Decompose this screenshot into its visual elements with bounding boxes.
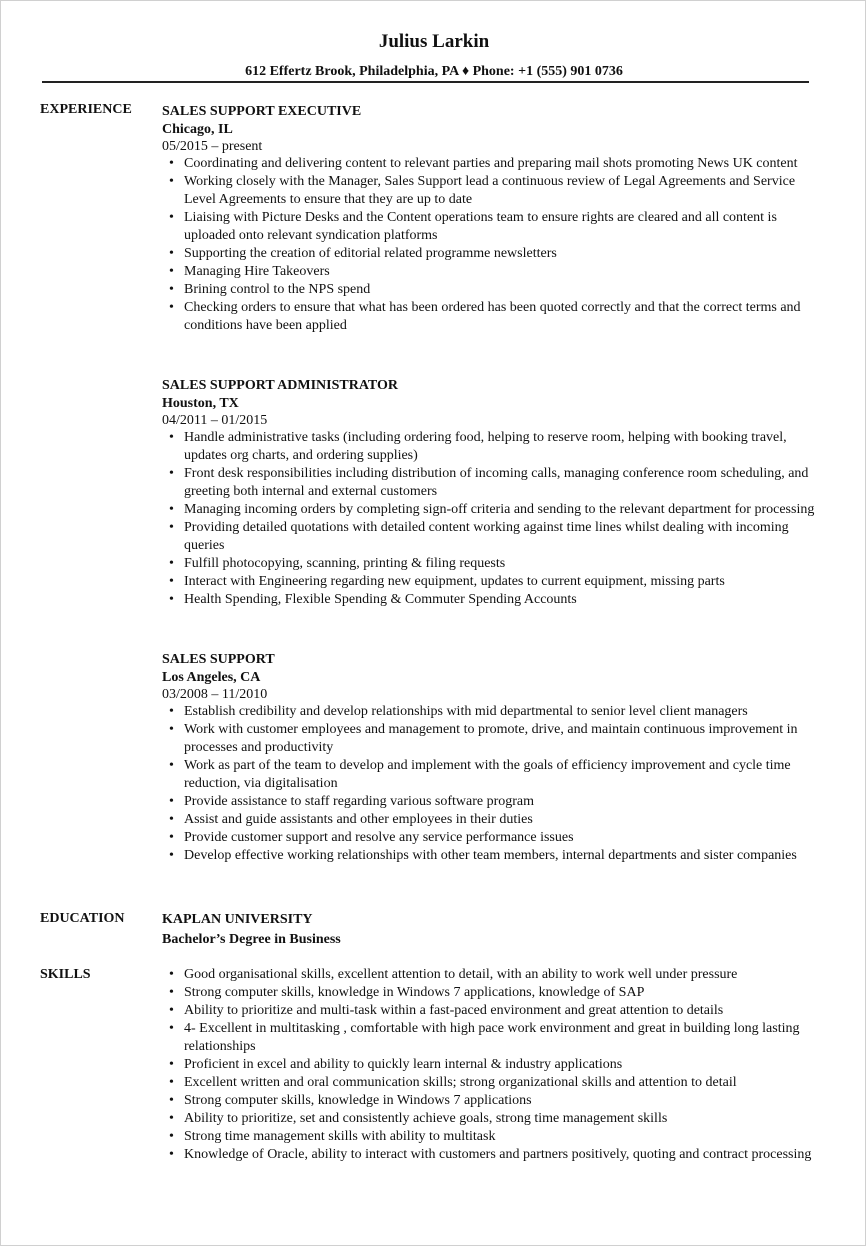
skill-item: • Ability to prioritize and multi-task within a fast-paced environment and great attention to details — [162, 1002, 822, 1020]
bullet-item: • Working closely with the Manager, Sales Support lead a continuous review of Legal Agreements and Service Level Agreements to ensure that they are up to date — [162, 173, 822, 209]
contact-line: 612 Effertz Brook, Philadelphia, PA ♦ Phone: +1 (555) 901 0736 — [245, 64, 623, 79]
job-title: SALES SUPPORT EXECUTIVE — [162, 104, 362, 119]
skill-item: • Excellent written and oral communication skills; strong organizational skills and attention to detail — [162, 1074, 822, 1092]
skill-item: • Ability to prioritize, set and consistently achieve goals, strong time management skills — [162, 1110, 822, 1128]
education-entry — [162, 911, 822, 949]
bullet-item: • Front desk responsibilities including distribution of incoming calls, managing conference room scheduling, and greeting both internal and external customers — [162, 465, 822, 501]
job-location: Los Angeles, CA — [162, 670, 261, 685]
skill-item: • Strong computer skills, knowledge in Windows 7 applications, knowledge of SAP — [162, 984, 822, 1002]
bullet-item: • Managing Hire Takeovers — [162, 263, 822, 281]
job-dates: 03/2008 – 11/2010 — [162, 687, 268, 702]
job-bullets — [162, 429, 822, 609]
job-entry — [162, 651, 822, 865]
skill-item: • 4- Excellent in multitasking , comfortable with high pace work environment and great in building long lasting relationships — [162, 1020, 822, 1056]
skill-item: • Proficient in excel and ability to quickly learn internal & industry applications — [162, 1056, 822, 1074]
job-location: Houston, TX — [162, 396, 239, 411]
bullet-item: • Brining control to the NPS spend — [162, 281, 822, 299]
skill-item: • Knowledge of Oracle, ability to interact with customers and partners positively, quoting and contract processing — [162, 1146, 822, 1164]
bullet-item: • Health Spending, Flexible Spending & Commuter Spending Accounts — [162, 591, 822, 609]
job-title: SALES SUPPORT — [162, 652, 275, 667]
job-entry — [162, 103, 822, 335]
job-bullets — [162, 703, 822, 865]
job-entry — [162, 377, 822, 609]
bullet-item: • Develop effective working relationships with other team members, internal departments and sister companies — [162, 847, 822, 865]
bullet-item: • Interact with Engineering regarding new equipment, updates to current equipment, missing parts — [162, 573, 822, 591]
bullet-item: • Providing detailed quotations with detailed content working against time lines whilst dealing with incoming queries — [162, 519, 822, 555]
experience-heading: EXPERIENCE — [40, 102, 132, 117]
skills-list-container — [162, 966, 822, 1164]
job-title: SALES SUPPORT ADMINISTRATOR — [162, 378, 399, 393]
job-dates: 05/2015 – present — [162, 139, 263, 154]
bullet-item: • Supporting the creation of editorial related programme newsletters — [162, 245, 822, 263]
skill-item: • Good organisational skills, excellent attention to detail, with an ability to work well under pressure — [162, 966, 822, 984]
bullet-item: • Work as part of the team to develop and implement with the goals of efficiency improvement and cycle time reduction, via digitalisation — [162, 757, 822, 793]
skill-item: • Strong time management skills with ability to multitask — [162, 1128, 822, 1146]
bullet-item: • Work with customer employees and management to promote, drive, and maintain continuous improvement in processes and productivity — [162, 721, 822, 757]
degree: Bachelor’s Degree in Business — [162, 932, 341, 947]
bullet-item: • Provide customer support and resolve any service performance issues — [162, 829, 822, 847]
bullet-item: • Establish credibility and develop relationships with mid departmental to senior level client managers — [162, 703, 822, 721]
bullet-item: • Provide assistance to staff regarding various software program — [162, 793, 822, 811]
skill-item: • Strong computer skills, knowledge in Windows 7 applications — [162, 1092, 822, 1110]
bullet-item: • Handle administrative tasks (including ordering food, helping to reserve room, helping with booking travel, updates org charts, and ordering supplies) — [162, 429, 822, 465]
job-bullets — [162, 155, 822, 335]
skills-list — [162, 966, 822, 1164]
job-dates: 04/2011 – 01/2015 — [162, 413, 268, 428]
bullet-item: • Liaising with Picture Desks and the Content operations team to ensure rights are cleared and all content is uploaded onto relevant syndication platforms — [162, 209, 822, 245]
skills-heading: SKILLS — [40, 967, 91, 982]
bullet-item: • Assist and guide assistants and other employees in their duties — [162, 811, 822, 829]
bullet-item: • Coordinating and delivering content to relevant parties and preparing mail shots promoting News UK content — [162, 155, 822, 173]
bullet-item: • Managing incoming orders by completing sign-off criteria and sending to the relevant department for processing — [162, 501, 822, 519]
school-name: KAPLAN UNIVERSITY — [162, 912, 313, 927]
header-divider — [42, 81, 809, 83]
education-heading: EDUCATION — [40, 911, 125, 926]
resume-name: Julius Larkin — [378, 31, 490, 52]
bullet-item: • Checking orders to ensure that what has been ordered has been quoted correctly and that the correct terms and conditions have been applied — [162, 299, 822, 335]
bullet-item: • Fulfill photocopying, scanning, printing & filing requests — [162, 555, 822, 573]
job-location: Chicago, IL — [162, 122, 233, 137]
